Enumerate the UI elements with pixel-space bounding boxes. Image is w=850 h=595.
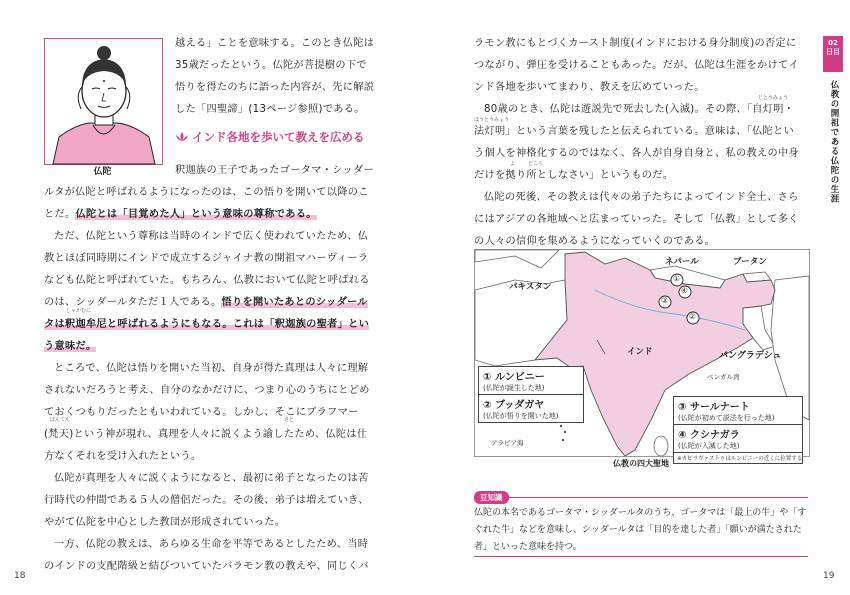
- para5-line1: 一方、仏陀の教えは、あらゆる生命を平等であるとしたため、当時: [54, 539, 369, 550]
- trivia-box: [474, 491, 808, 557]
- para4-line3: やがて仏陀を中心とした教団が形成されていった。: [44, 517, 286, 528]
- para2-line1: ただ、仏陀という尊称は当時のインドで広く使われていたため、仏: [54, 231, 369, 242]
- portrait-caption: 仏陀: [93, 167, 112, 177]
- legend-num-4: ④: [678, 430, 687, 441]
- label-nepal: ネパール: [665, 257, 699, 267]
- site-marker-2-label: ②: [689, 312, 696, 321]
- trivia-line-3: 者」といった意味を持つ。: [474, 542, 582, 552]
- legend-item-kushinagar: [674, 425, 802, 453]
- top-line-2: 35歳だったという。仏陀が菩提樹の下で: [175, 60, 367, 71]
- ruby-hotomyo: ほうとうみょう: [474, 117, 510, 123]
- top-line-1: 越える」ことを意味する。このとき仏陀は: [175, 38, 375, 49]
- chapter-tab: 02 日目: [823, 36, 843, 72]
- trivia-top-rule: [474, 497, 808, 498]
- legend-left: [478, 366, 584, 423]
- site-marker-4-label: ④: [681, 286, 688, 295]
- trivia-bottom-rule: [474, 556, 808, 557]
- legend-name-kushinagar: クシナガラ: [689, 430, 740, 441]
- label-arabian-sea: アラビア海: [491, 439, 524, 447]
- map-caption: 仏教の四大聖地: [613, 459, 669, 468]
- right-line-8: 仏陀の死後、その教えは代々の弟子たちによってインド全土、さら: [484, 192, 799, 203]
- ruby-yo: よ: [510, 161, 516, 167]
- label-bhutan: ブータン: [733, 257, 767, 267]
- legend-num-1: ①: [483, 372, 492, 383]
- section-heading-text: インド各地を歩いて教えを広める: [192, 130, 365, 144]
- para1-line3-highlight: 仏陀とは「目覚めた人」という意味の尊称である。: [75, 209, 317, 220]
- para1-line1: 釈迦族の王子であったゴータマ・シッダー: [175, 165, 374, 176]
- para1-line2: ルタが仏陀と呼ばれるようになったのは、この悟りを開いて以降のこ: [44, 187, 369, 198]
- para4-line1: 仏陀が真理を人々に説くようになると、最初に弟子となったのは苦: [54, 473, 369, 484]
- chapter-side-title: 仏教の開祖である仏陀の生涯: [829, 80, 839, 204]
- top-line-3: 悟りを得たのちに語った内容が、先に解説: [175, 82, 375, 93]
- legend-name-sarnath: サールナート: [689, 402, 750, 413]
- legend-right: [673, 396, 803, 464]
- legend-name-bodhgaya: ブッダガヤ: [494, 400, 545, 411]
- label-pakistan: パキスタン: [509, 282, 552, 292]
- trivia-tag: 豆知識: [474, 491, 509, 504]
- four-holy-sites-map: [474, 249, 810, 462]
- legend-name-lumbini: ルンビニー: [494, 372, 545, 383]
- right-line-5: 法灯明」という言葉を残したと伝えられている。意味は、「仏陀とい: [474, 126, 795, 137]
- top-line-4: した「四聖諦」(13ページ参照)である。: [175, 104, 365, 115]
- ruby-bonten: ぼんてん: [50, 417, 71, 423]
- para3-line3: ておくつもりだったともいわれている。しかし、そこにブラフマー: [44, 407, 359, 418]
- right-line-3: ンド各地を歩いてまわり、教えを広めていった。: [474, 82, 705, 93]
- para2-line6-highlight: う意味だ。: [44, 341, 97, 352]
- trivia-line-1: 仏陀の本名であるゴータマ・シッダールタのうち、ゴータマは「最上の牛」や「す: [474, 508, 807, 518]
- legend-note: ※カピラヴァストゥはルンビニーの近くに位置する: [677, 456, 803, 462]
- right-line-10: の人々の信仰を集めるようになっていくのである。: [474, 236, 716, 247]
- right-line-6: う個人を神格化するのではなく、各人が自身自身と、私の教えの中身: [474, 148, 799, 159]
- para2-line4-plain: のは、シッダールタただ１人である。: [44, 297, 222, 308]
- right-line-4: 80歳のとき、仏陀は遊説先で死去した(入滅)。その際、「自灯明・: [484, 104, 795, 115]
- para4-line2: 行時代の仲間である５人の僧侶だった。その後、弟子は増えていき、: [44, 495, 369, 506]
- legend-sub-sarnath: (仏陀が初めて説法を行った地): [678, 414, 775, 422]
- para5-line2: のインドの支配階級と結びついていたバラモン教の教えや、同じくバ: [44, 561, 369, 572]
- para1-line3-plain: とだ。: [44, 209, 76, 220]
- legend-num-2: ②: [483, 400, 492, 411]
- right-line-2: つながり、弾圧を受けることもあった。だが、仏陀は生涯をかけてイ: [474, 60, 800, 71]
- para2-line5-highlight: タは釈迦牟尼と呼ばれるようにもなる。これは「釈迦族の聖者」とい: [44, 319, 370, 330]
- ruby-shakamuni: しゃかむに: [66, 308, 92, 314]
- legend-num-3: ③: [678, 402, 687, 413]
- ruby-dokoro: どころ: [528, 161, 544, 167]
- para3-line2: されないだろうと考え、自分のなかだけに、つまり心のうちにとどめ: [44, 385, 370, 396]
- site-marker-1-label: ①: [673, 274, 680, 283]
- legend-item-bodhgaya: [479, 395, 583, 422]
- label-bangladesh: バングラデシュ: [719, 351, 782, 361]
- right-line-7: だけを拠り所としなさい」というものだ。: [474, 170, 674, 181]
- para2-line2: 教とほぼ同時期にインドで成立するジャイナ教の開祖マハーヴィーラ: [44, 253, 369, 264]
- legend-item-lumbini: [479, 367, 583, 395]
- para2-line4-highlight: 悟りを開いたあとのシッダール: [221, 297, 368, 308]
- site-marker-3-label: ③: [661, 296, 668, 305]
- page-number-right: 19: [823, 571, 835, 581]
- legend-item-sarnath: [674, 397, 802, 425]
- legend-sub-lumbini: (仏陀が誕生した地): [483, 384, 545, 392]
- ruby-satosu: さと: [284, 417, 295, 423]
- label-bengal-bay: ベンガル湾: [707, 373, 740, 381]
- trivia-line-2: ぐれた牛」などを意味し、シッダールタは「目的を達した者」「願いが満たされた: [474, 525, 802, 535]
- legend-sub-kushinagar: (仏陀が入滅した地): [678, 442, 740, 450]
- page-number-left: 18: [14, 571, 26, 581]
- right-line-1: ラモン教にもとづくカースト制度(インドにおける身分制度)の否定に: [474, 38, 797, 49]
- para3-line1: ところで、仏陀は悟りを開いた当初、自身が得た真理は人々に理解: [54, 363, 369, 374]
- trivia-text: [474, 505, 806, 556]
- right-line-9: にはアジアの各地域へと広まっていった。そして「仏教」として多く: [474, 214, 799, 225]
- ruby-jitomyo: じとうみょう: [758, 95, 789, 101]
- para3-line5: 方なくそれを受け入れたという。: [44, 451, 202, 462]
- legend-sub-bodhgaya: (仏陀が悟りを開いた地): [483, 412, 559, 420]
- label-india: インド: [627, 347, 653, 357]
- para3-line4: (梵天)という神が現れ、真理を人々に説くよう諭したため、仏陀は仕: [44, 429, 368, 440]
- para2-line3: なども仏陀と呼ばれていた。もちろん、仏教において仏陀と呼ばれる: [44, 275, 370, 286]
